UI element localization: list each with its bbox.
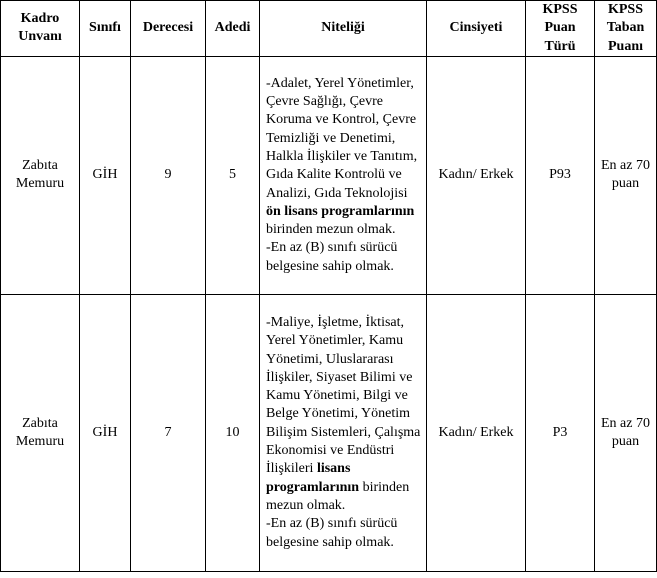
cell-sinifi: GİH [80, 56, 131, 294]
cell-kpss-taban: En az 70 puan [595, 56, 657, 294]
header-kpss-puan-turu: KPSS Puan Türü [526, 1, 595, 57]
header-adedi: Adedi [206, 1, 260, 57]
cell-kpss-taban: En az 70 puan [595, 294, 657, 571]
cell-adedi: 10 [206, 294, 260, 571]
cell-kadro: Zabıta Memuru [1, 294, 80, 571]
header-derecesi: Derecesi [131, 1, 206, 57]
header-niteligi: Niteliği [260, 1, 427, 57]
nitelik-license-text: -En az (B) sınıfı sürücü belgesine sahip olmak. [266, 240, 398, 274]
table-row [1, 294, 657, 571]
cell-derecesi: 7 [131, 294, 206, 571]
header-kadro-unvani: Kadro Unvanı [1, 1, 80, 57]
cell-cinsiyeti: Kadın/ Erkek [427, 294, 526, 571]
cell-kpss-turu: P3 [526, 294, 595, 571]
cell-sinifi: GİH [80, 294, 131, 571]
nitelik-bold-text: ön lisans programlarının [266, 203, 415, 219]
header-kpss-taban-puani: KPSS Taban Puanı [595, 1, 657, 57]
header-row [1, 1, 657, 57]
cell-kpss-turu: P93 [526, 56, 595, 294]
nitelik-bold-text: lisans programlarının [266, 461, 360, 495]
cell-nitelik [260, 56, 427, 294]
nitelik-license-text: -En az (B) sınıfı sürücü belgesine sahip olmak. [266, 516, 398, 550]
cell-adedi: 5 [206, 56, 260, 294]
cell-cinsiyeti: Kadın/ Erkek [427, 56, 526, 294]
cell-kadro: Zabıta Memuru [1, 56, 80, 294]
nitelik-text: -Adalet, Yerel Yönetimler, Çevre Sağlığı, Çevre Koruma ve Kontrol, Çevre Temizliği ve Denetimi, Halkla İlişkiler ve Tanıtım, Gıda Kalite Kontrolü ve Analizi, Gıda Teknolojisi [266, 75, 418, 201]
cell-derecesi: 9 [131, 56, 206, 294]
nitelik-text: -Maliye, İşletme, İktisat, Yerel Yönetimler, Kamu Yönetimi, Uluslararası İlişkiler, Siyaset Bilimi ve Kamu Yönetimi, Bilgi ve Belge Yönetimi, Yönetim Bilişim Sistemleri, Çalışma Ekonomisi ve Endüstri İlişkileri [266, 314, 421, 477]
table-row [1, 56, 657, 294]
nitelik-end-text: birinden mezun olmak. [266, 479, 410, 513]
header-sinifi: Sınıfı [80, 1, 131, 57]
cell-nitelik [260, 294, 427, 571]
nitelik-end-text: birinden mezun olmak. [266, 222, 396, 238]
header-cinsiyeti: Cinsiyeti [427, 1, 526, 57]
